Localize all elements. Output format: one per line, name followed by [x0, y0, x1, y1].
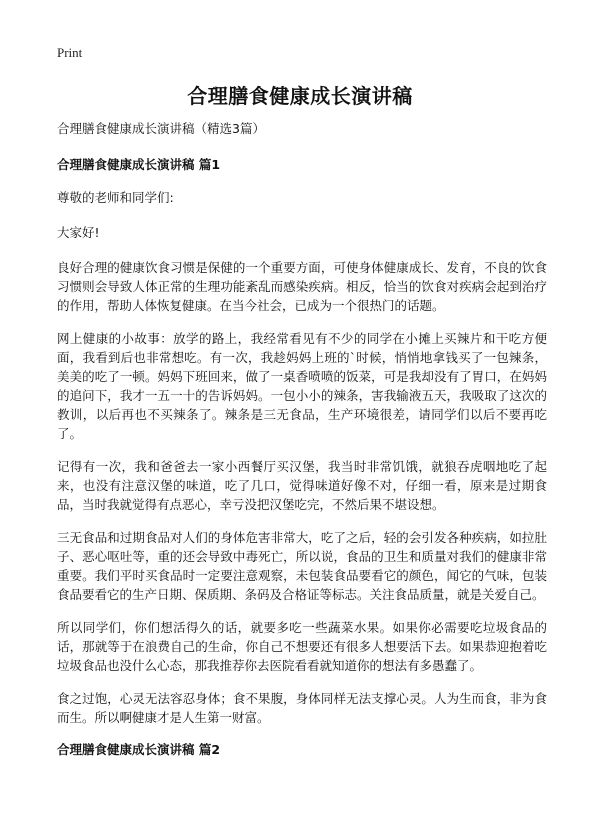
section-heading-2: 合理膳食健康成长演讲稿 篇2 [57, 742, 221, 757]
paragraph-5: 所以同学们，你们想活得久的话，就要多吃一些蔬菜水果。如果你必需要吃垃圾食品的话，那就等于在浪费自己的生命，你自己不想要还有很多人想要活下去。如果恭迎抱着吃垃圾食品也没什么心态，那我推荐你去医院看看就知道你的想法有多愚蠢了。 [57, 620, 547, 673]
paragraph-4: 三无食品和过期食品对人们的身体危害非常大，吃了之后，轻的会引发各种疾病，如拉肚子、恶心呕吐等，重的还会导致中毒死亡，所以说，食品的卫生和质量对我们的健康非常重要。我们平时买食品时一定要注意观察，未包装食品要看它的颜色，闻它的气味，包装食品要看它的生产日期、保质期、条码及合格证等标志。关注食品质量，就是关爱自己。 [57, 530, 547, 602]
hello-text: 大家好! [57, 225, 100, 240]
paragraph-6: 食之过饱，心灵无法容忍身体；食不果腹，身体同样无法支撑心灵。人为生而食，非为食而生。所以啊健康才是人生第一财富。 [57, 691, 547, 725]
paragraph-2: 网上健康的小故事：放学的路上，我经常看见有不少的同学在小摊上买辣片和干吃方便面，我看到后也非常想吃。有一次，我趁妈妈上班的`时候，悄悄地拿钱买了一包辣条，美美的吃了一顿。妈妈下班回来，做了一桌香喷喷的饭菜，可是我却没有了胃口，在妈妈的追问下，我才一五一十的告诉妈妈。一包小小的辣条，害我输液五天，我吸取了这次的教训，以后再也不买辣条了。辣条是三无食品，生产环境很差，请同学们以后不要再吃了。 [57, 331, 547, 441]
document-body [57, 120, 547, 773]
paragraph-1: 良好合理的健康饮食习惯是保健的一个重要方面，可使身体健康成长、发育，不良的饮食习惯则会导致人体正常的生理功能紊乱而感染疾病。相反，恰当的饮食对疾病会起到治疗的作用，帮助人体恢复健康。在当今社会，已成为一个很热门的话题。 [57, 260, 547, 313]
page-title: 合理膳食健康成长演讲稿 [187, 84, 413, 108]
greeting-text: 尊敬的老师和同学们: [57, 190, 174, 205]
print-link[interactable]: Print [57, 45, 83, 60]
section-heading-1: 合理膳食健康成长演讲稿 篇1 [57, 157, 221, 172]
document-subtitle: 合理膳食健康成长演讲稿（精选3篇） [57, 121, 265, 136]
paragraph-3: 记得有一次，我和爸爸去一家小西餐厅买汉堡，我当时非常饥饿，就狼吞虎咽地吃了起来，也没有注意汉堡的味道，吃了几口，觉得味道好像不对，仔细一看，原来是过期食品，当时我就觉得有点恶心，幸亏没把汉堡吃完，不然后果不堪设想。 [57, 459, 547, 512]
